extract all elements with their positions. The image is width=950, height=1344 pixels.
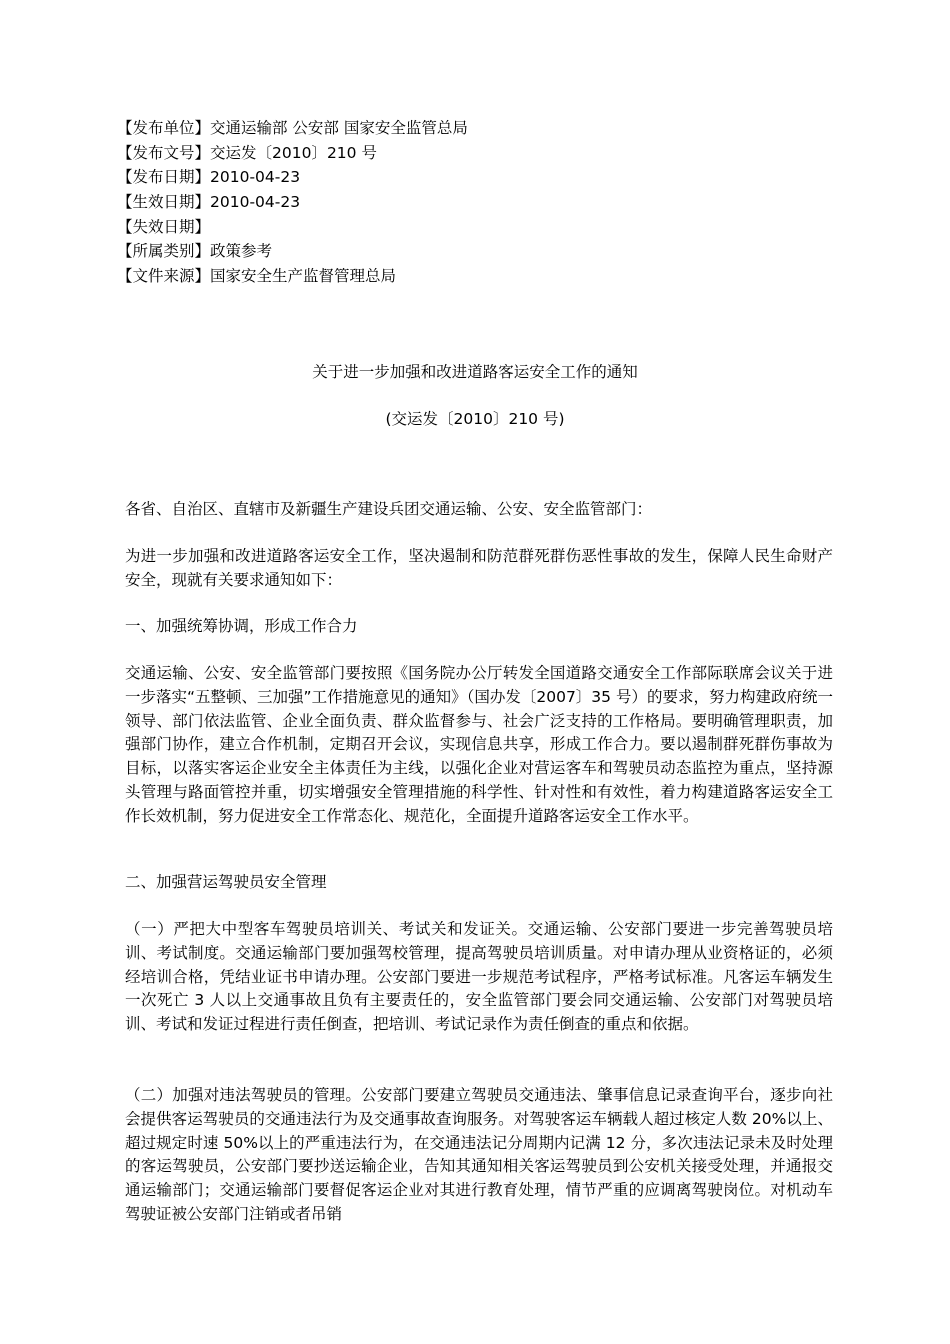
meta-issuer: 【发布单位】交通运输部 公安部 国家安全监管总局 (117, 119, 468, 137)
intro-paragraph: 为进一步加强和改进道路客运安全工作，坚决遏制和防范群死群伤恶性事故的发生，保障人民生命财产安全，现就有关要求通知如下： (125, 547, 833, 589)
meta-category: 【所属类别】政策参考 (117, 242, 273, 261)
section-2-heading: 二、加强营运驾驶员安全管理 (125, 873, 327, 891)
section-1-heading: 一、加强统筹协调，形成工作合力 (125, 617, 358, 635)
salutation: 各省、自治区、直辖市及新疆生产建设兵团交通运输、公安、安全监管部门： (125, 500, 653, 518)
meta-effective-date: 【生效日期】2010-04-23 (117, 193, 301, 212)
meta-source: 【文件来源】国家安全生产监督管理总局 (117, 267, 397, 286)
section-1-body: 交通运输、公安、安全监管部门要按照《国务院办公厅转发全国道路交通安全工作部际联席会议关于进一步落实“五整顿、三加强”工作措施意见的通知》（国办发〔2007〕35 号）的要求，努力构建政府统一领导、部门依法监管、企业全面负责、群众监督参与、社会广泛支持的工作格局。要明确管理职责，加强部门协作，建立合作机制，定期召开会议，实现信息共享，形成工作合力。要以遏制群死群伤事故为目标，以落实客运企业安全主体责任为主线，以强化企业对营运客车和驾驶员动态监控为重点，坚持源头管理与路面管控并重，切实增强安全管理措施的科学性、针对性和有效性，着力构建道路客运安全工作长效机制，努力促进安全工作常态化、规范化，全面提升道路客运安全工作水平。 (125, 664, 833, 825)
section-2-item-1: （一）严把大中型客车驾驶员培训关、考试关和发证关。交通运输、公安部门要进一步完善驾驶员培训、考试制度。交通运输部门要加强驾校管理，提高驾驶员培训质量。对申请办理从业资格证的，必须经培训合格，凭结业证书申请办理。公安部门要进一步规范考试程序，严格考试标准。凡客运车辆发生一次死亡 3 人以上交通事故且负有主要责任的，安全监管部门要会同交通运输、公安部门对驾驶员培训、考试和发证过程进行责任倒查，把培训、考试记录作为责任倒查的重点和依据。 (125, 920, 833, 1034)
meta-expiry-date: 【失效日期】 (117, 217, 211, 236)
meta-publish-date: 【发布日期】2010-04-23 (117, 168, 301, 187)
section-2-item-2: （二）加强对违法驾驶员的管理。公安部门要建立驾驶员交通违法、肇事信息记录查询平台，逐步向社会提供客运驾驶员的交通违法行为及交通事故查询服务。对驾驶客运车辆载人超过核定人数 20%以上、超过规定时速 50%以上的严重违法行为，在交通违法记分周期内记满 12 分，多次违法记录未及时处理的客运驾驶员，公安部门要抄送运输企业，告知其通知相关客运驾驶员到公安机关接受处理，并通报交通运输部门；交通运输部门要督促客运企业对其进行教育处理，情节严重的应调离驾驶岗位。对机动车驾驶证被公安部门注销或者吊销 (125, 1086, 833, 1223)
document-number-subtitle: (交运发〔2010〕210 号) (385, 410, 565, 428)
meta-doc-number: 【发布文号】交运发〔2010〕210 号 (117, 143, 377, 162)
document-title: 关于进一步加强和改进道路客运安全工作的通知 (312, 363, 638, 381)
metadata-block (117, 116, 837, 289)
